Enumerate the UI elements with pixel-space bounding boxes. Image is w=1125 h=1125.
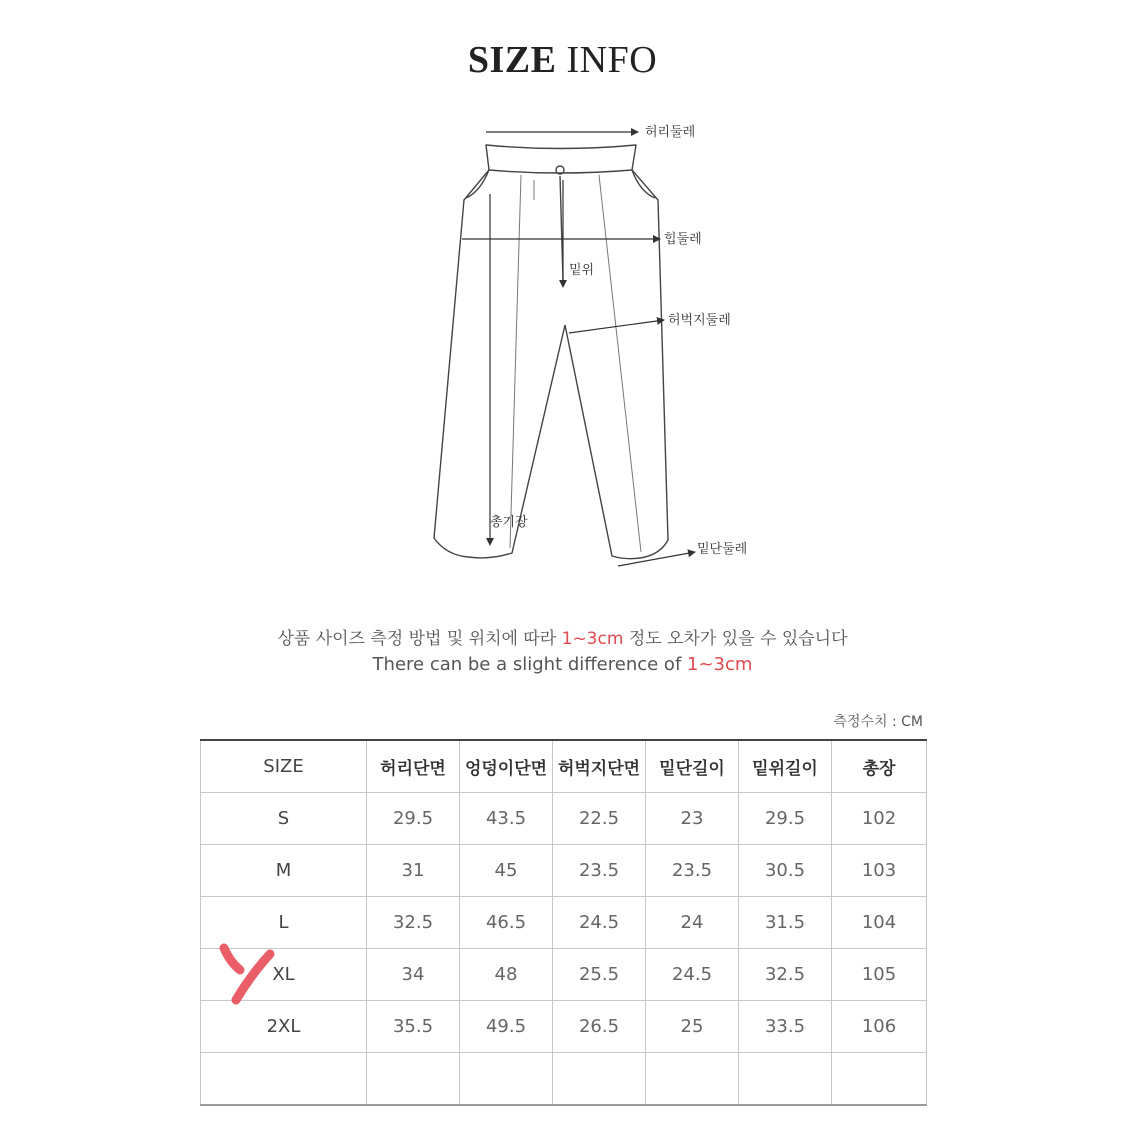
table-cell: XL bbox=[201, 949, 367, 1001]
table-cell: 2XL bbox=[201, 1001, 367, 1053]
table-cell bbox=[460, 1053, 553, 1106]
table-cell: 23.5 bbox=[646, 845, 739, 897]
rise-label: 밑위 bbox=[569, 263, 595, 278]
pants-outline bbox=[434, 145, 668, 559]
header-waist: 허리단면 bbox=[367, 740, 460, 793]
waist-label: 허리둘레 bbox=[645, 125, 696, 140]
table-row bbox=[201, 1001, 927, 1053]
table-cell: 35.5 bbox=[367, 1001, 460, 1053]
table-cell bbox=[646, 1053, 739, 1106]
table-cell bbox=[367, 1053, 460, 1106]
table-header-row bbox=[201, 740, 927, 793]
table-cell: 29.5 bbox=[739, 793, 832, 845]
table-cell: 102 bbox=[832, 793, 927, 845]
thigh-label: 허벅지둘레 bbox=[668, 313, 731, 328]
table-row bbox=[201, 793, 927, 845]
table-row-highlighted bbox=[201, 949, 927, 1001]
header-thigh: 허벅지단면 bbox=[553, 740, 646, 793]
table-cell: M bbox=[201, 845, 367, 897]
hip-label: 힙둘레 bbox=[664, 232, 702, 247]
unit-note: 측정수치 : CM bbox=[833, 714, 923, 730]
notice-korean bbox=[0, 624, 1125, 649]
table-cell bbox=[201, 1053, 367, 1106]
table-cell: 48 bbox=[460, 949, 553, 1001]
table-row bbox=[201, 845, 927, 897]
table-cell bbox=[739, 1053, 832, 1106]
header-hip: 엉덩이단면 bbox=[460, 740, 553, 793]
table-cell: 31 bbox=[367, 845, 460, 897]
table-row-empty bbox=[201, 1053, 927, 1106]
table-cell: 34 bbox=[367, 949, 460, 1001]
table-cell: 32.5 bbox=[739, 949, 832, 1001]
notice-english bbox=[0, 654, 1125, 675]
title-rest: INFO bbox=[566, 39, 658, 81]
notice-ko-before: 상품 사이즈 측정 방법 및 위치에 따라 bbox=[277, 629, 562, 649]
table-cell: 24.5 bbox=[553, 897, 646, 949]
table-cell: 46.5 bbox=[460, 897, 553, 949]
table-cell: 24.5 bbox=[646, 949, 739, 1001]
table-cell: 31.5 bbox=[739, 897, 832, 949]
table-cell: 25.5 bbox=[553, 949, 646, 1001]
table-cell: 30.5 bbox=[739, 845, 832, 897]
header-size: SIZE bbox=[201, 740, 367, 793]
table-cell: 106 bbox=[832, 1001, 927, 1053]
notice-ko-after: 정도 오차가 있을 수 있습니다 bbox=[623, 629, 848, 649]
header-rise: 밑위길이 bbox=[739, 740, 832, 793]
notice-en-highlight: 1~3cm bbox=[687, 654, 753, 675]
table-cell: 104 bbox=[832, 897, 927, 949]
table-row bbox=[201, 897, 927, 949]
table-cell: 49.5 bbox=[460, 1001, 553, 1053]
table-cell: L bbox=[201, 897, 367, 949]
notice-ko-highlight: 1~3cm bbox=[561, 629, 624, 649]
header-length: 총장 bbox=[832, 740, 927, 793]
table-cell: S bbox=[201, 793, 367, 845]
table-cell: 29.5 bbox=[367, 793, 460, 845]
table-cell: 33.5 bbox=[739, 1001, 832, 1053]
table-cell: 43.5 bbox=[460, 793, 553, 845]
table-cell: 22.5 bbox=[553, 793, 646, 845]
table-cell: 105 bbox=[832, 949, 927, 1001]
table-cell: 24 bbox=[646, 897, 739, 949]
table-cell: 25 bbox=[646, 1001, 739, 1053]
table-cell: 26.5 bbox=[553, 1001, 646, 1053]
table-cell: 103 bbox=[832, 845, 927, 897]
title-bold: SIZE bbox=[467, 39, 557, 81]
table-cell: 32.5 bbox=[367, 897, 460, 949]
hand-drawn-check-icon bbox=[214, 938, 278, 1010]
table-cell bbox=[553, 1053, 646, 1106]
header-hem: 밑단길이 bbox=[646, 740, 739, 793]
table-cell: 23 bbox=[646, 793, 739, 845]
notice-en-before: There can be a slight difference of bbox=[372, 654, 688, 675]
hem-label: 밑단둘레 bbox=[697, 542, 748, 557]
table-cell bbox=[832, 1053, 927, 1106]
table-cell: 45 bbox=[460, 845, 553, 897]
size-table bbox=[200, 739, 927, 1106]
table-cell: 23.5 bbox=[553, 845, 646, 897]
length-label: 총기장 bbox=[490, 515, 528, 530]
